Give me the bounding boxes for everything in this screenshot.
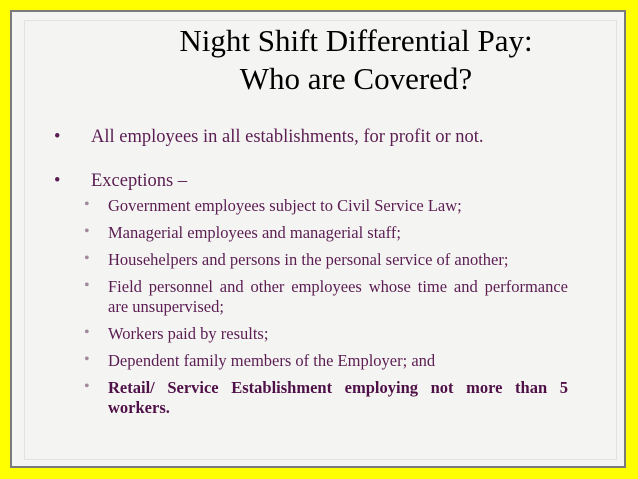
list-item bbox=[84, 324, 568, 344]
bullet-dot-icon: • bbox=[54, 127, 61, 147]
list-item-text: Managerial employees and managerial staff; bbox=[108, 223, 401, 242]
sub-bullet-dot-icon: • bbox=[84, 378, 90, 395]
title-line-1: Night Shift Differential Pay: bbox=[179, 23, 533, 58]
list-item bbox=[84, 196, 568, 216]
list-item bbox=[84, 351, 568, 371]
list-item bbox=[84, 277, 568, 317]
list-item-text: Dependent family members of the Employer; and bbox=[108, 351, 436, 370]
bullet-text: All employees in all establishments, for profit or not. bbox=[91, 127, 484, 147]
list-item-text: Househelpers and persons in the personal service of another; bbox=[108, 250, 509, 269]
sub-bullet-dot-icon: • bbox=[84, 196, 90, 213]
sub-bullet-dot-icon: • bbox=[84, 324, 90, 341]
list-item bbox=[84, 250, 568, 270]
list-item-text: Government employees subject to Civil Service Law; bbox=[108, 196, 462, 215]
bullet-all-employees bbox=[54, 126, 578, 148]
title-line-2: Who are Covered? bbox=[239, 61, 473, 96]
sub-bullet-dot-icon: • bbox=[84, 277, 90, 294]
list-item-text: Workers paid by results; bbox=[108, 324, 269, 343]
list-item bbox=[84, 378, 568, 418]
slide-title bbox=[126, 22, 586, 98]
sub-bullet-dot-icon: • bbox=[84, 250, 90, 267]
bullet-dot-icon: • bbox=[54, 171, 61, 191]
list-item-text: Field personnel and other employees whose time and performance are unsupervised; bbox=[108, 277, 568, 316]
bullet-text: Exceptions – bbox=[91, 171, 188, 191]
list-item-text: Retail/ Service Establishment employing not more than 5 workers. bbox=[108, 378, 568, 417]
bullet-exceptions bbox=[54, 170, 578, 192]
list-item bbox=[84, 223, 568, 243]
sub-bullet-dot-icon: • bbox=[84, 223, 90, 240]
sub-bullet-dot-icon: • bbox=[84, 351, 90, 368]
exceptions-list bbox=[84, 196, 568, 425]
